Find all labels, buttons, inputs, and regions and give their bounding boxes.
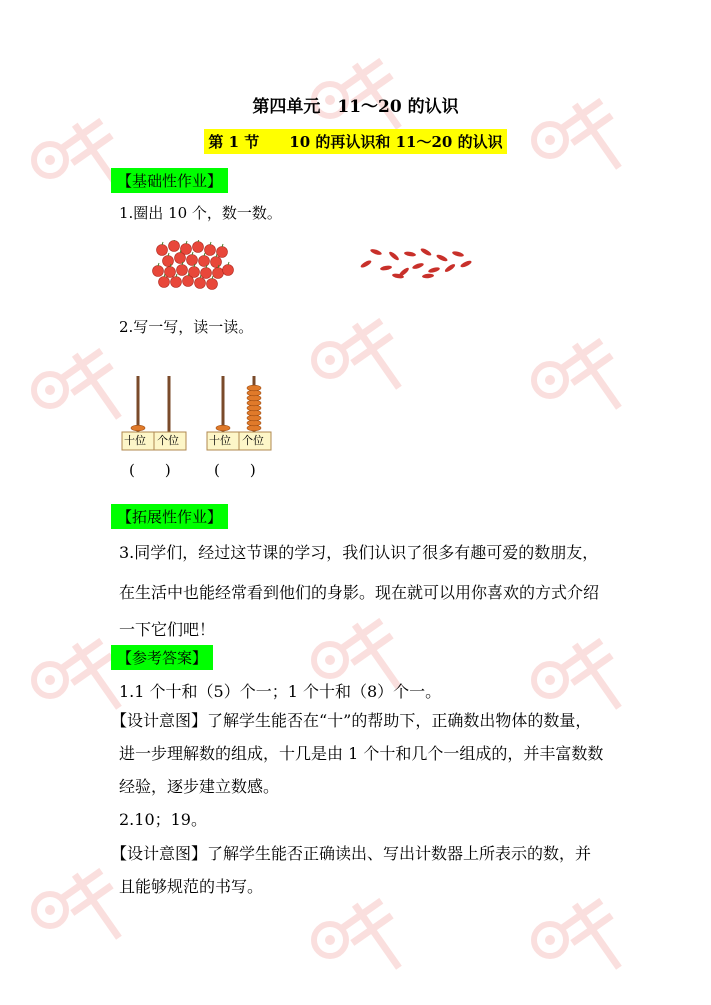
abacus-bead bbox=[216, 425, 230, 431]
question-1: 1.圈出 10 个，数一数。 bbox=[119, 204, 282, 222]
pepper bbox=[370, 248, 383, 256]
counter-1-ones-label: 个位 bbox=[157, 434, 179, 447]
pepper bbox=[436, 253, 449, 262]
section-subtitle: 第 1 节 10 的再认识和 11～20 的认识 bbox=[204, 129, 506, 154]
watermark-logo bbox=[300, 300, 410, 410]
abacus-bead bbox=[131, 425, 145, 431]
peppers-illustration bbox=[358, 242, 476, 282]
pepper bbox=[422, 273, 434, 278]
pepper bbox=[388, 250, 400, 261]
watermark-logo bbox=[300, 880, 410, 990]
apple bbox=[157, 245, 168, 256]
basic-homework-tag bbox=[111, 168, 228, 193]
apple bbox=[175, 253, 186, 264]
pepper bbox=[360, 259, 373, 269]
apple bbox=[193, 242, 204, 253]
apple bbox=[217, 247, 228, 258]
apple bbox=[195, 278, 206, 289]
answer-1: 1.1 个十和（5）个一；1 个十和（8）个一。 bbox=[119, 682, 442, 701]
abacus-bead bbox=[247, 385, 261, 391]
apple bbox=[207, 279, 218, 290]
counter-1-tens-label: 十位 bbox=[124, 434, 146, 447]
extended-homework-label: 【拓展性作业】 bbox=[111, 504, 228, 529]
design-intent-2-line-1: 【设计意图】了解学生能否正确读出、写出计数器上所表示的数，并 bbox=[111, 844, 592, 863]
apple bbox=[183, 276, 194, 287]
design-intent-1-line-2: 进一步理解数的组成，十几是由 1 个十和几个一组成的，并丰富数数 bbox=[119, 744, 604, 763]
question-2: 2.写一写，读一读。 bbox=[119, 318, 254, 336]
counter-2-answer-blank[interactable]: ( ) bbox=[214, 461, 256, 479]
answers-tag bbox=[111, 645, 213, 670]
counter-2-tens-label: 十位 bbox=[209, 434, 231, 447]
section-subtitle-wrap bbox=[0, 129, 711, 154]
apple bbox=[165, 267, 176, 278]
question-3-line-3: 一下它们吧！ bbox=[119, 620, 216, 639]
apple bbox=[159, 277, 170, 288]
apple bbox=[205, 245, 216, 256]
apple bbox=[187, 255, 198, 266]
pepper bbox=[428, 266, 441, 273]
apple bbox=[169, 241, 180, 252]
counter-2-ones-label: 个位 bbox=[242, 434, 264, 447]
page-title: 第四单元 11～20 的认识 bbox=[252, 97, 459, 117]
watermark-logo bbox=[20, 330, 130, 440]
design-intent-1-line-1: 【设计意图】了解学生能否在“十”的帮助下，正确数出物体的数量， bbox=[111, 711, 592, 730]
question-3-line-1: 3.同学们，经过这节课的学习，我们认识了很多有趣可爱的数朋友， bbox=[119, 543, 599, 562]
answers-label: 【参考答案】 bbox=[111, 645, 213, 670]
apple bbox=[163, 256, 174, 267]
apple bbox=[223, 265, 234, 276]
apple bbox=[199, 256, 210, 267]
watermark-logo bbox=[520, 320, 630, 430]
apples-illustration bbox=[148, 240, 238, 290]
basic-homework-label: 【基础性作业】 bbox=[111, 168, 228, 193]
design-intent-2-line-2: 且能够规范的书写。 bbox=[119, 877, 264, 896]
counter-1-answer-blank[interactable]: ( ) bbox=[129, 461, 171, 479]
pepper bbox=[404, 251, 417, 257]
pepper bbox=[380, 265, 393, 271]
pepper bbox=[452, 250, 465, 257]
extended-homework-tag bbox=[111, 504, 228, 529]
apple bbox=[171, 277, 182, 288]
answer-2: 2.10；19。 bbox=[119, 810, 207, 829]
apple bbox=[211, 257, 222, 268]
watermark-logo bbox=[20, 850, 130, 960]
pepper bbox=[412, 262, 425, 270]
design-intent-1-line-3: 经验，逐步建立数感。 bbox=[119, 777, 280, 796]
pepper bbox=[444, 263, 456, 273]
apple bbox=[177, 265, 188, 276]
pepper bbox=[460, 259, 473, 268]
apple bbox=[201, 268, 212, 279]
pepper bbox=[420, 247, 433, 257]
apple bbox=[213, 268, 224, 279]
watermark-logo bbox=[520, 880, 630, 990]
apple bbox=[153, 266, 164, 277]
question-3-line-2: 在生活中也能经常看到他们的身影。现在就可以用你喜欢的方式介绍 bbox=[119, 583, 600, 602]
counter-2 bbox=[205, 374, 275, 454]
counter-1 bbox=[120, 374, 190, 454]
